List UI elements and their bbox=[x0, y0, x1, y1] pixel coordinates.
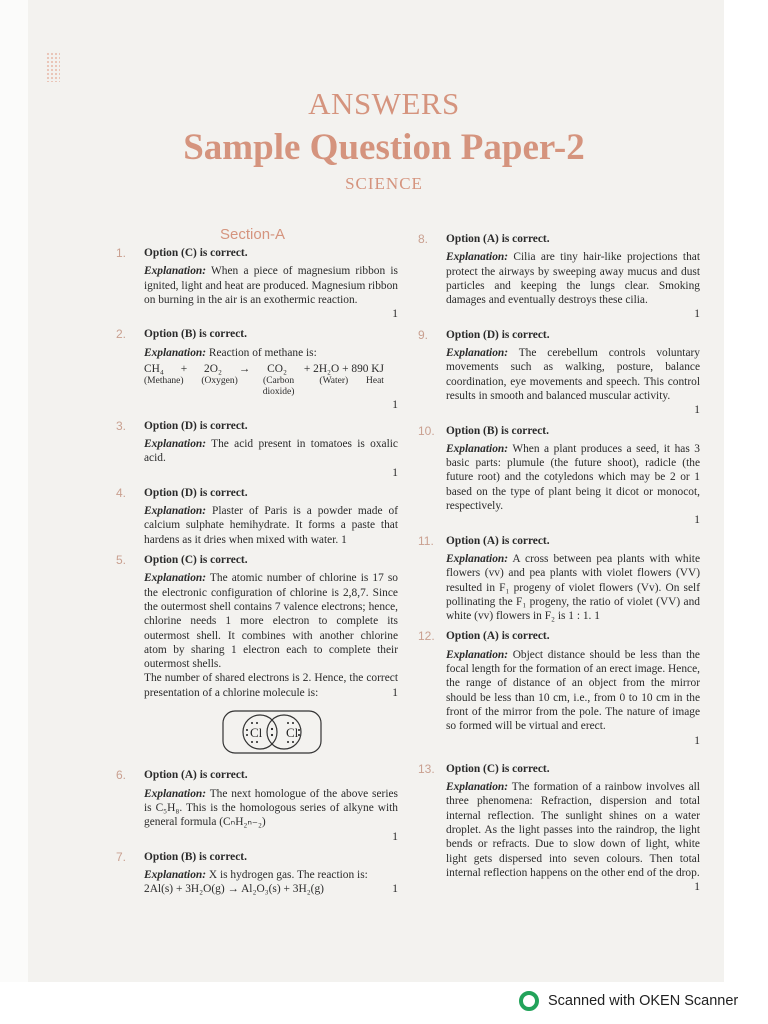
explanation-label: Explanation: bbox=[144, 787, 207, 800]
right-column bbox=[418, 232, 700, 900]
marks: 1 bbox=[392, 308, 398, 321]
question-number: 8. bbox=[418, 232, 429, 246]
equation-term: 2O₂ bbox=[204, 363, 222, 376]
equation-label: Heat bbox=[366, 376, 384, 387]
equation-label: (Carbon dioxide) bbox=[262, 376, 295, 398]
explanation-extra bbox=[144, 671, 398, 700]
marks: 1 bbox=[392, 399, 398, 412]
answer-option: Option (D) is correct. bbox=[144, 486, 248, 499]
answer-option: Option (C) is correct. bbox=[144, 247, 248, 259]
answer-option: Option (C) is correct. bbox=[144, 554, 248, 567]
marks: 1 bbox=[694, 881, 700, 894]
explanation-text: A cross between pea plants with white flowers (vv) and pea plants with violet flowers (VV) resulted in F₁ progeny of violet flowers (Vv). On self pollinating the F₁ progeny, the ratio of violet (VV) and white (vv) flowers in F₂ is 1 : 1. bbox=[446, 552, 700, 623]
question-number: 9. bbox=[418, 327, 429, 342]
question-number: 10. bbox=[418, 423, 435, 438]
explanation bbox=[144, 504, 398, 547]
atom-symbol: Cl bbox=[286, 725, 299, 741]
diagram-border bbox=[223, 711, 321, 753]
explanation-label: Explanation: bbox=[144, 505, 207, 518]
explanation bbox=[144, 571, 398, 671]
explanation bbox=[446, 442, 700, 513]
subject-title: SCIENCE bbox=[345, 174, 423, 193]
explanation-text: When a plant produces a seed, it has 3 basic parts: plumule (the future shoot), radicle (the future root) and the cotyledons which may be 2 or 1 based on the type of plant being it dicot or monocot, respectively. bbox=[446, 442, 700, 513]
explanation-text: Plaster of Paris is a powder made of calcium sulphate hemihydrate. It forms a paste that hardens as it dries when mixed with water. bbox=[144, 505, 398, 546]
answer-option: Option (B) is correct. bbox=[446, 424, 549, 437]
answers-heading: ANSWERS bbox=[308, 86, 460, 121]
answer-item bbox=[116, 419, 398, 480]
answer-item bbox=[418, 232, 700, 322]
explanation-text: X is hydrogen gas. The reaction is: bbox=[208, 869, 368, 882]
equation-term: CO₂ bbox=[267, 363, 287, 376]
explanation-label: Explanation: bbox=[144, 265, 207, 278]
equation-term: CH₄ bbox=[144, 363, 164, 376]
answer-item bbox=[418, 424, 700, 528]
answer-option: Option (A) is correct. bbox=[446, 630, 550, 643]
explanation-text: Cilia are tiny hair-like projections that protect the airways by sweeping away mucus and dust particles and keeping the lungs clear. Smoking damages and eventually destroys these cilia. bbox=[446, 251, 700, 307]
answer-item bbox=[116, 850, 398, 897]
explanation-text: Object distance should be less than the focal length for the formation of an erect image. Hence, the range of distance of an object from the mirror should be less than 10 cm, i.e., from 0 to 10 cm in the front of the mirror from the pole. The nature of image so formed will be virtual and erect. bbox=[446, 648, 700, 733]
answer-item bbox=[116, 327, 398, 412]
marks: 1 bbox=[392, 830, 398, 843]
answer-option: Option (A) is correct. bbox=[144, 769, 248, 782]
explanation bbox=[446, 250, 700, 307]
aluminium-reaction bbox=[144, 882, 398, 896]
answer-item bbox=[116, 246, 398, 321]
answer-option: Option (A) is correct. bbox=[446, 534, 550, 547]
explanation bbox=[144, 264, 398, 307]
reaction-equation: 2Al(s) + 3H₂O(g) → Al₂O₃(s) + 3H₂(g) bbox=[144, 883, 324, 896]
explanation-text: The next homologue of the above series is C₅H₈. This is the homologous series of alkyne with general formula (CₙH₂ₙ₋₂) bbox=[144, 787, 398, 829]
explanation-label: Explanation: bbox=[446, 648, 509, 661]
chlorine-molecule-diagram bbox=[222, 710, 322, 754]
equation-term: → bbox=[238, 363, 251, 376]
explanation bbox=[144, 868, 398, 882]
answer-option: Option (A) is correct. bbox=[446, 233, 550, 245]
equation-label: (Oxygen) bbox=[201, 376, 238, 387]
paper-title: Sample Question Paper-2 bbox=[183, 127, 585, 168]
explanation-label: Explanation: bbox=[446, 251, 509, 264]
explanation-label: Explanation: bbox=[144, 572, 207, 585]
question-number: 13. bbox=[418, 761, 435, 776]
marks: 1 bbox=[694, 308, 700, 321]
marks: 1 bbox=[694, 514, 700, 527]
explanation-label: Explanation: bbox=[446, 552, 509, 565]
answer-option: Option (D) is correct. bbox=[446, 328, 550, 341]
explanation-text: The number of shared electrons is 2. Hence, the correct presentation of a chlorine molecule is: bbox=[144, 672, 398, 699]
question-number: 6. bbox=[116, 768, 127, 783]
answer-item bbox=[418, 762, 700, 895]
answer-item bbox=[418, 534, 700, 624]
marks: 1 bbox=[392, 686, 398, 699]
left-column bbox=[116, 246, 398, 903]
explanation-label: Explanation: bbox=[446, 781, 509, 794]
marks: 1 bbox=[392, 466, 398, 479]
answer-item bbox=[116, 486, 398, 547]
answer-item bbox=[116, 768, 398, 843]
answer-option: Option (C) is correct. bbox=[446, 762, 550, 775]
marks: 1 bbox=[392, 883, 398, 896]
explanation-text: Reaction of methane is: bbox=[208, 346, 317, 359]
marks: 1 bbox=[594, 610, 600, 623]
answer-option: Option (B) is correct. bbox=[144, 328, 247, 341]
explanation-text: The atomic number of chlorine is 17 so the electronic configuration of chlorine is 2,8,7. Since the outermost shell contains 7 valence electrons; hence, chlorine needs 1 more electron to complete its outermost shell. It combines with another chlorine atom by sharing 1 electron each to complete their outermost shells. bbox=[144, 572, 398, 671]
question-number: 7. bbox=[116, 849, 127, 864]
explanation-text: The cerebellum controls voluntary movements such as walking, posture, balance coordination, eye movements and speech. This control results in smooth and balanced muscular activity. bbox=[446, 347, 700, 402]
explanation bbox=[144, 787, 398, 830]
explanation bbox=[446, 346, 700, 403]
explanation-text: The acid present in tomatoes is oxalic acid. bbox=[144, 437, 398, 465]
scanner-footer bbox=[518, 990, 738, 1012]
marks: 1 bbox=[694, 734, 700, 747]
question-number: 2. bbox=[116, 327, 127, 342]
equation-labels bbox=[144, 376, 384, 398]
answer-item bbox=[116, 553, 398, 758]
oken-scanner-logo-icon bbox=[518, 990, 540, 1012]
answer-item bbox=[418, 328, 700, 418]
question-number: 4. bbox=[116, 485, 127, 500]
equation-term: + bbox=[180, 363, 188, 376]
explanation-text: The formation of a rainbow involves all three phenomena: Refraction, dispersion and total internal reflection. The sunlight shines on a water droplet. As the light passes into the raindrop, the light bends or refracts. Due to slow down of light, white light gets dispersed into seven colours. Then total internal reflection happens on the other end of the drop. bbox=[446, 781, 700, 879]
decorative-dots bbox=[46, 52, 60, 82]
equation-label: (Water) bbox=[319, 376, 349, 387]
methane-equation bbox=[144, 362, 384, 376]
question-number: 11. bbox=[418, 533, 434, 548]
equation-label: (Methane) bbox=[144, 376, 184, 387]
explanation bbox=[446, 552, 700, 623]
answer-option: Option (D) is correct. bbox=[144, 419, 248, 432]
explanation-label: Explanation: bbox=[144, 437, 207, 450]
explanation-label: Explanation: bbox=[446, 442, 509, 455]
explanation-label: Explanation: bbox=[144, 346, 207, 359]
marks: 1 bbox=[694, 404, 700, 417]
explanation bbox=[144, 346, 398, 360]
section-title: Section-A bbox=[220, 226, 286, 243]
answer-item bbox=[418, 629, 700, 747]
scanner-credit: Scanned with OKEN Scanner bbox=[548, 993, 739, 1009]
question-number: 5. bbox=[116, 553, 127, 568]
explanation-text: When a piece of magnesium ribbon is ignited, light and heat are produced. Magnesium ribbon on burning in the air is an exothermic reaction. bbox=[144, 265, 398, 306]
answer-option: Option (B) is correct. bbox=[144, 850, 247, 863]
equation-term: + 2H₂O + 890 KJ bbox=[303, 363, 384, 376]
question-number: 3. bbox=[116, 418, 127, 433]
logo-center bbox=[526, 998, 532, 1004]
explanation bbox=[446, 648, 700, 734]
explanation bbox=[144, 437, 398, 466]
explanation-label: Explanation: bbox=[446, 347, 509, 360]
marks: 1 bbox=[341, 533, 347, 546]
atom-symbol: Cl bbox=[250, 725, 263, 741]
question-number: 12. bbox=[418, 629, 435, 644]
explanation-label: Explanation: bbox=[144, 869, 207, 882]
explanation bbox=[446, 780, 700, 880]
question-number: 1. bbox=[116, 246, 127, 260]
